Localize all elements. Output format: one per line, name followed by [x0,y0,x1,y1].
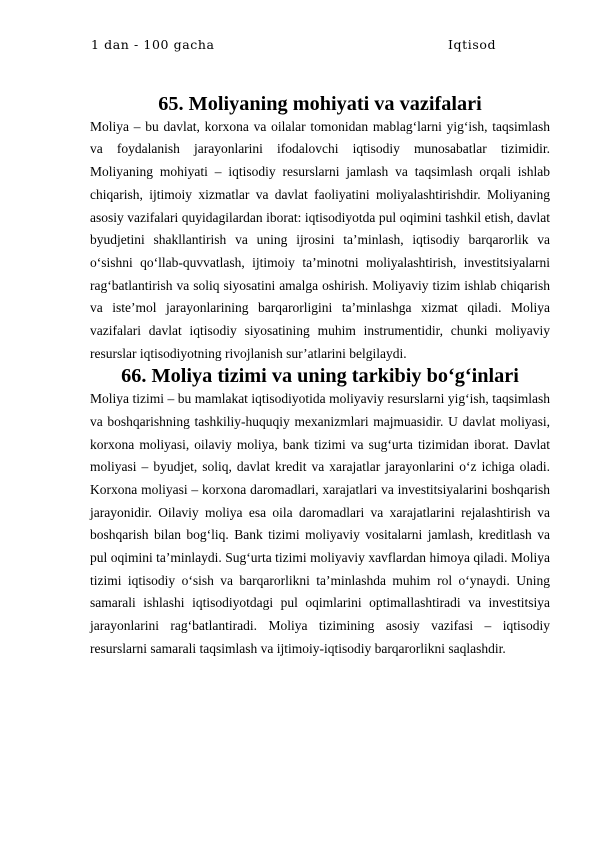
section-65 [90,93,550,365]
header-subject: Iqtisod [448,37,497,52]
header-range-label: 1 dan - 100 gacha [91,37,215,52]
section-title: 66. Moliya tizimi va uning tarkibiy bo‘g‘inlari [121,365,519,388]
page-header [91,37,511,57]
section-title: 65. Moliyaning mohiyati va vazifalari [158,93,482,115]
section-body: Moliya tizimi – bu mamlakat iqtisodiyotida moliyaviy resurslarni yig‘ish, taqsimlash va boshqarishning tashkiliy-huquqiy mexanizmlari majmuasidir. U davlat moliyasi, korxona moliyasi, oilaviy moliya, bank tizimi va sug‘urta tizimidan iborat. Davlat moliyasi – byudjet, soliq, davlat kredit va xarajatlar jarayonlarini o‘z ichiga oladi. Korxona moliyasi – korxona daromadlari, xarajatlari va investitsiyalarini boshqarish jarayonidir. Oilaviy moliya esa oila daromadlari va xarajatlarini rejalashtirish va boshqarish bilan bog‘liq. Bank tizimi moliyaviy vositalarni jamlash, kreditlash va pul oqimini ta’minlaydi. Sug‘urta tizimi moliyaviy xavflardan himoya qiladi. Moliya tizimi iqtisodiy o‘sish va barqarorlikni ta’minlashda muhim rol o‘ynaydi. Uning samarali ishlashi iqtisodiyotdagi pul oqimlarini optimallashtiradi va investitsiya jarayonlarini rag‘batlantiradi. Moliya tizimining asosiy vazifasi – iqtisodiy resurslarni samarali taqsimlash va ijtimoiy-iqtisodiy barqarorlikni saqlashdir. [90,391,550,656]
section-body: Moliya – bu davlat, korxona va oilalar tomonidan mablag‘larni yig‘ish, taqsimlash va foydalanish jarayonlarini ifodalovchi iqtisodiy munosabatlar tizimidir. Moliyaning mohiyati – iqtisodiy resurslarni jamlash va taqsimlash orqali ishlab chiqarish, ijtimoiy xizmatlar va davlat faoliyatini moliyalashtirishdir. Moliyaning asosiy vazifalari quyidagilardan iborat: iqtisodiyotda pul oqimini tashkil etish, davlat byudjetini shakllantirish va uning ijrosini ta’minlash, iqtisodiy barqarorlik va o‘sishni qo‘llab-quvvatlash, ijtimoiy ta’minotni moliyalashtirish, investitsiyalarni rag‘batlantirish va soliq siyosatini amalga oshirish. Moliyaviy tizim ishlab chiqarish va iste’mol jarayonlarining barqarorligini ta’minlashga xizmat qiladi. Moliya vazifalari davlat iqtisodiy siyosatining muhim instrumentidir, chunki moliyaviy resurslar iqtisodiyotning rivojlanish sur’atlarini belgilaydi. [90,118,550,361]
document-content [90,93,550,661]
section-66 [90,365,550,660]
